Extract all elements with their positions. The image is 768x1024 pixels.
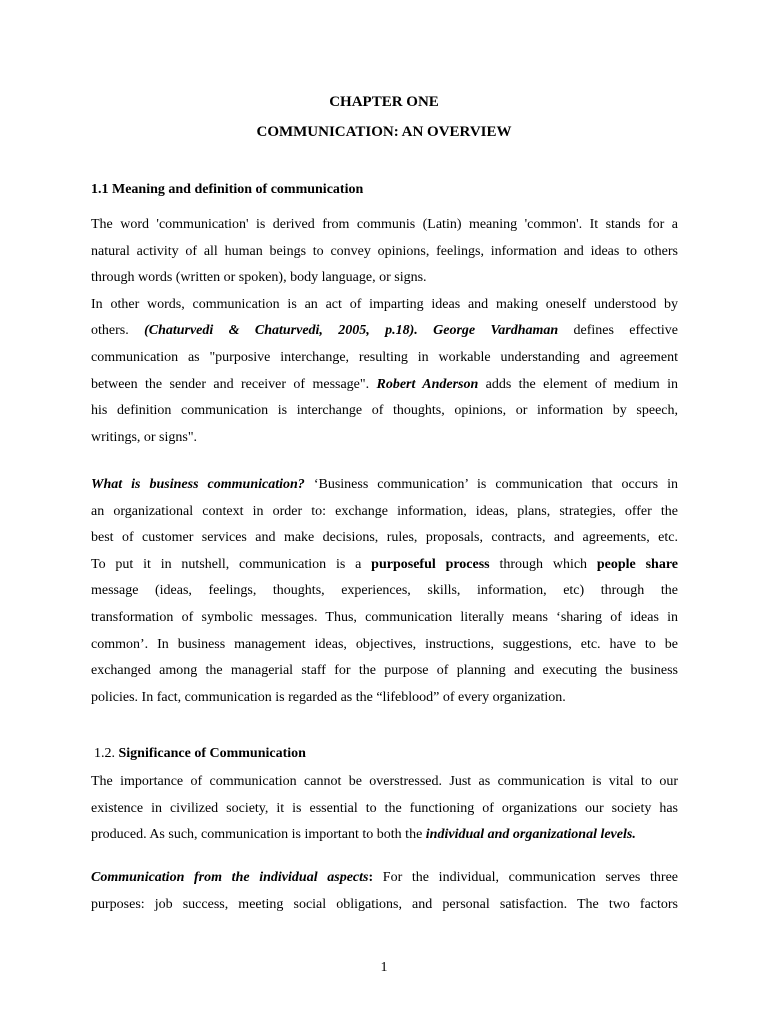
citation-text: (Chaturvedi & Chaturvedi, 2005, p.18). George Vardhaman: [144, 323, 559, 339]
paragraph-business-communication: [91, 472, 678, 711]
chapter-label: CHAPTER ONE: [329, 94, 439, 110]
paragraph-significance: [91, 769, 678, 849]
text-line: common’. In business management ideas, objectives, instructions, suggestions, etc. have to be: [91, 636, 678, 652]
text-run: produced. As such, communication is important to both the: [91, 827, 426, 843]
subheading-text: Communication from the individual aspects: [91, 870, 369, 885]
text-line: [91, 318, 678, 345]
text-run: :: [368, 870, 374, 885]
section-heading-1-1: 1.1 Meaning and definition of communication: [91, 182, 364, 197]
text-line: best of customer services and make decisions, rules, proposals, contracts, and agreements, etc.: [91, 530, 678, 546]
text-line: [91, 472, 678, 499]
section-heading-1-2: [94, 746, 306, 762]
text-line: [91, 552, 678, 579]
text-line: exchanged among the managerial staff for the purpose of planning and executing the business: [91, 663, 678, 679]
text-line: [91, 822, 678, 849]
emphasis-text: people share: [596, 556, 678, 572]
emphasis-text: purposeful process: [371, 556, 490, 572]
emphasis-text: individual and organizational levels.: [425, 827, 636, 843]
text-run: defines effective: [558, 323, 678, 339]
text-run: others.: [91, 323, 145, 339]
text-line: transformation of symbolic messages. Thus, communication literally means ‘sharing of ideas in: [91, 609, 678, 625]
text-line: message (ideas, feelings, thoughts, experiences, skills, information, etc) through the: [91, 583, 678, 599]
text-run: For the individual, communication serves three: [373, 870, 678, 885]
text-line: writings, or signs".: [91, 429, 198, 445]
text-line: The word 'communication' is derived from communis (Latin) meaning 'common'. It stands for a: [91, 217, 678, 232]
text-run: adds the element of medium in: [478, 376, 678, 392]
page-number: 1: [380, 960, 388, 975]
text-run: through which: [489, 556, 597, 572]
chapter-title: COMMUNICATION: AN OVERVIEW: [256, 124, 512, 140]
text-line: The importance of communication cannot be overstressed. Just as communication is vital to our: [91, 774, 678, 789]
text-line: In other words, communication is an act of imparting ideas and making oneself understood by: [91, 296, 678, 312]
question-text: What is business communication?: [91, 477, 305, 492]
text-line: communication as "purposive interchange, resulting in workable understanding and agreement: [91, 349, 678, 365]
text-line: an organizational context in order to: exchange information, ideas, plans, strategies, offer the: [91, 503, 678, 519]
text-line: existence in civilized society, it is essential to the functioning of organizations our society has: [91, 800, 678, 816]
text-line: his definition communication is interchange of thoughts, opinions, or information by speech,: [91, 403, 678, 419]
paragraph-individual-aspects: [91, 865, 678, 918]
text-run: between the sender and receiver of message".: [91, 376, 377, 392]
text-run: To put it in nutshell, communication is a: [91, 556, 372, 572]
text-run: ‘Business communication’ is communication that occurs in: [304, 477, 678, 492]
section-title: Significance of Communication: [118, 746, 306, 761]
text-line: natural activity of all human beings to convey opinions, feelings, information and ideas to others: [91, 243, 678, 259]
text-line: through words (written or spoken), body language, or signs.: [91, 270, 427, 286]
text-line: [91, 372, 678, 399]
text-line: [91, 865, 678, 892]
text-line: policies. In fact, communication is regarded as the “lifeblood” of every organization.: [91, 689, 566, 705]
paragraph-definition: [91, 212, 678, 451]
section-number: 1.2.: [94, 746, 119, 761]
author-name: Robert Anderson: [376, 376, 479, 392]
text-line: purposes: job success, meeting social obligations, and personal satisfaction. The two factors: [91, 896, 678, 912]
